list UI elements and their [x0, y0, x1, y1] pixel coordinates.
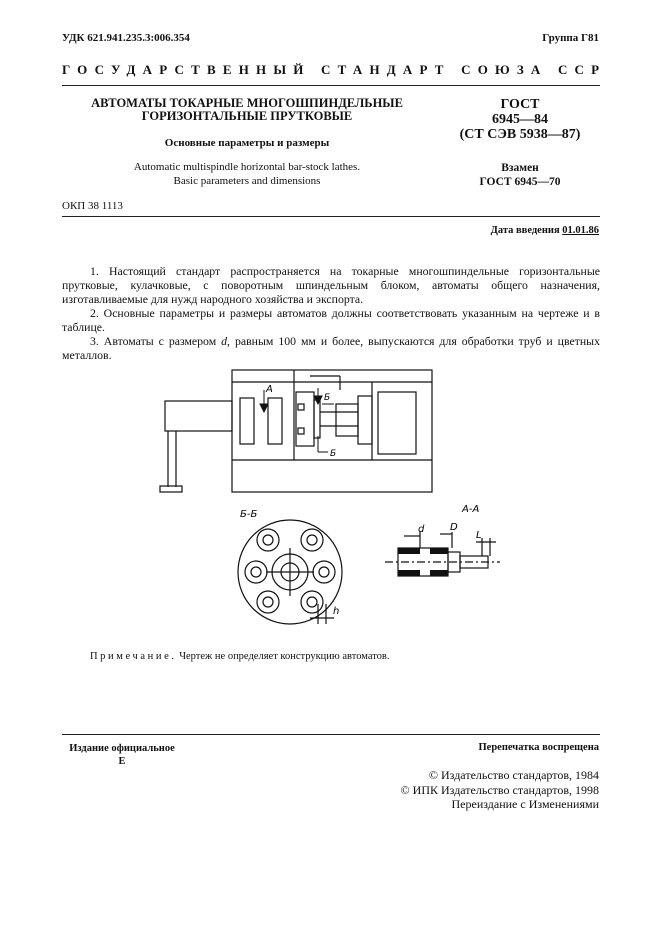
label-a-side: А: [266, 384, 273, 395]
label-b-top: Б: [324, 393, 331, 403]
okp-code: ОКП 38 1113: [62, 200, 123, 212]
dim-D-label: D: [450, 522, 458, 533]
reprint-prohibited: Перепечатка воспрещена: [478, 742, 599, 753]
official-edition-label: Издание официальное: [69, 743, 175, 754]
paragraph-3-variable: d: [221, 334, 228, 348]
title-line-2: ГОРИЗОНТАЛЬНЫЕ ПРУТКОВЫЕ: [141, 109, 353, 123]
introduction-date-value: 01.01.86: [562, 225, 599, 236]
footer-rule: [62, 734, 600, 735]
document-subtitle: Основные параметры и размеры: [164, 137, 330, 149]
copyright-1998: © ИПК Издательство стандартов, 1998: [400, 782, 599, 797]
replaces-value: ГОСТ 6945—70: [479, 176, 561, 188]
note-label: Примечание.: [90, 651, 177, 662]
udk-code: УДК 621.941.235.3:006.354: [62, 32, 190, 44]
machine-side-view: [160, 370, 432, 492]
group-code: Группа Г81: [542, 32, 599, 44]
paragraph-2: 2. Основные параметры и размеры автоматов должны соответствовать указанным на чертеже и в таблице.: [62, 306, 600, 334]
english-title-line-1: Automatic multispindle horizontal bar-stock lathes.: [133, 161, 361, 173]
st-sev-number: (СТ СЭВ 5938—87): [459, 127, 581, 142]
copyright-1984: © Издательство стандартов, 1984: [428, 768, 599, 782]
drawing-note: [90, 651, 390, 662]
dim-h-label: h: [333, 606, 340, 617]
gost-number: 6945—84: [492, 112, 548, 127]
replaces-label: Взамен: [501, 162, 539, 174]
reissue-note: Переиздание с Изменениями: [451, 797, 599, 811]
section-bb-title: Б-Б: [240, 509, 258, 520]
paragraph-1: 1. Настоящий стандарт распространяется на токарные многошпиндельные горизонтальные прутковые, кулачковые, с поворотным шпиндельным блоком, автоматы общего назначения, изготавливаемые для нужд народного хозяйства и экспорта.: [62, 264, 600, 306]
official-edition-letter: Е: [118, 756, 126, 767]
english-title-line-2: Basic parameters and dimensions: [173, 175, 321, 187]
state-standard-heading: ГОСУДАРСТВЕННЫЙ СТАНДАРТ СОЮЗА ССР: [62, 62, 607, 77]
official-edition: [62, 742, 182, 768]
section-aa-title: А-А: [462, 504, 480, 515]
introduction-date-label: Дата введения: [490, 225, 560, 236]
dim-d-label: d: [418, 524, 425, 535]
dim-L-label: L: [476, 530, 482, 541]
paragraph-3-start: 3. Автоматы с размером: [90, 334, 222, 348]
title-line-1: АВТОМАТЫ ТОКАРНЫЕ МНОГОШПИНДЕЛЬНЫЕ: [91, 96, 403, 110]
copyright-block: [401, 768, 599, 812]
section-bb-drawing: [238, 520, 342, 624]
label-b-bottom: Б: [330, 449, 337, 459]
paragraph-3-end: , равным 100 мм и более, выпускаются для обработки труб и цветных металлов.: [62, 334, 600, 362]
gost-label: ГОСТ: [500, 97, 540, 112]
note-text: Чертеж не определяет конструкцию автоматов.: [176, 651, 390, 662]
